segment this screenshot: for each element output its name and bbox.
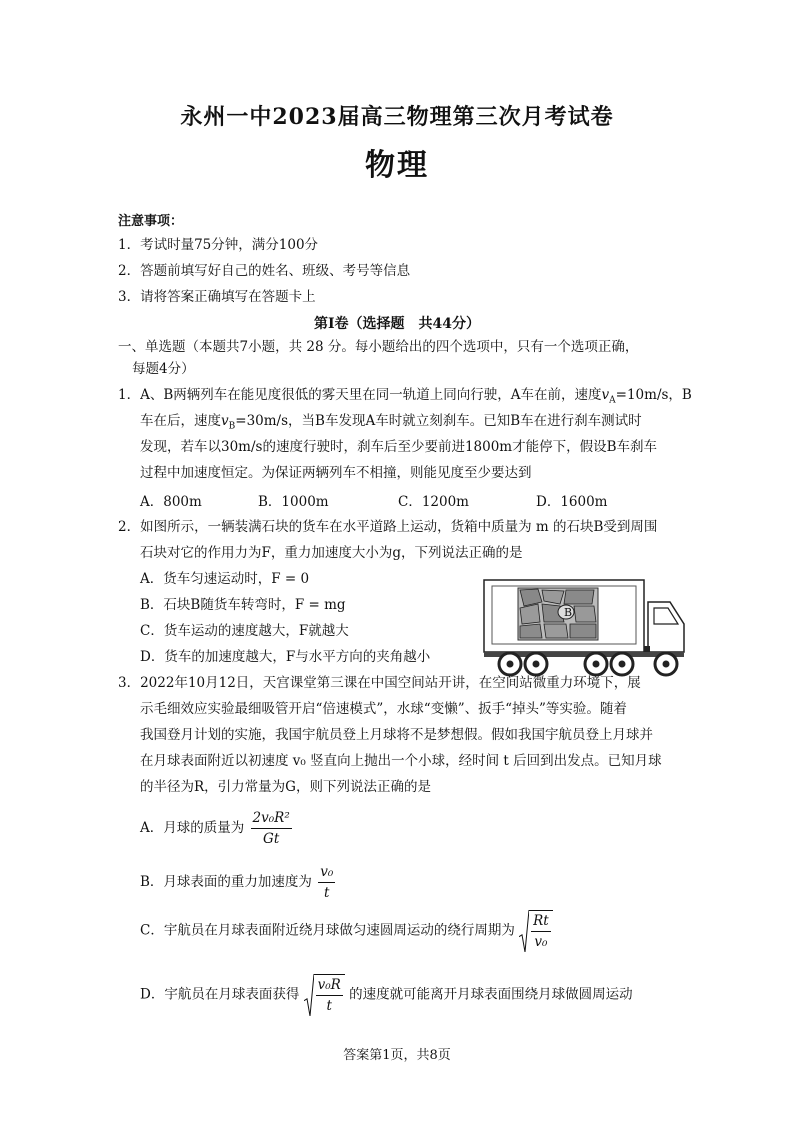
q1-vb: v <box>221 413 229 429</box>
notice-item-3: 3．请将答案正确填写在答题卡上 <box>118 289 316 305</box>
q1-option-d: D．1600m <box>536 494 608 510</box>
q3-option-c-sqrt <box>519 910 553 952</box>
q1-text-2a: 车在后，速度 <box>140 413 221 429</box>
q3-option-b-fraction <box>318 862 335 903</box>
q1-va: v <box>601 387 610 403</box>
subject-title: 物理 <box>365 148 429 183</box>
q1-vb-sub: B <box>228 421 236 432</box>
q2-option-d: D．货车的加速度越大，F与水平方向的夹角越小 <box>140 649 431 665</box>
q1-options <box>140 490 660 512</box>
q3-option-a <box>140 808 294 849</box>
q3-option-a-numerator: 2v₀R² <box>251 808 292 829</box>
q3-option-d-sqrt <box>304 974 345 1016</box>
q3-line2: 示毛细效应实验最细吸管开启“倍速模式”，水球“变懒”、扳手“掉头”等实验。随着 <box>140 701 627 717</box>
q3-option-d-numerator: v₀R <box>316 975 343 996</box>
q3-option-c-denominator: v₀ <box>534 934 548 950</box>
notice-item-1: 1．考试时量75分钟，满分100分 <box>118 237 319 253</box>
stone-b-label: B <box>564 606 573 619</box>
q1-option-b: B．1000m <box>258 494 329 510</box>
q3-option-a-text: A．月球的质量为 <box>140 820 245 836</box>
q1-option-c: C．1200m <box>398 494 469 510</box>
q3-option-c <box>140 910 553 952</box>
q3-option-c-fraction <box>531 911 551 952</box>
q1-line4: 过程中加速度恒定。为保证两辆列车不相撞，则能见度至少要达到 <box>140 465 532 481</box>
q3-option-d-fraction <box>316 975 343 1016</box>
q1-line3: 发现，若车以30m/s的速度行驶时，刹车后至少要前进1800m才能停下，假设B车刹车 <box>140 439 658 455</box>
q1-text-2b: =30m/s，当B车发现A车时就立刻刹车。已知B车在进行刹车测试时 <box>235 413 642 429</box>
truck-figure <box>480 576 690 680</box>
q3-option-b-denominator: t <box>324 885 330 901</box>
q1-text-1a: 1．A、B两辆列车在能见度很低的雾天里在同一轨道上同向行驶，A车在前，速度 <box>118 387 602 403</box>
q3-line4: 在月球表面附近以初速度 v₀ 竖直向上抛出一个小球，经时间 t 后回到出发点。已知月球 <box>140 753 662 769</box>
q3-option-d-denominator: t <box>326 998 332 1014</box>
exam-title: 永州一中2023届高三物理第三次月考试卷 <box>180 104 614 130</box>
q2-option-b: B．石块B随货车转弯时，F = mg <box>140 597 346 613</box>
q3-option-b-numerator: v₀ <box>318 862 335 883</box>
q3-option-b <box>140 862 337 903</box>
q3-line5: 的半径为R，引力常量为G，则下列说法正确的是 <box>140 779 431 795</box>
part-heading-line2: 每题4分） <box>132 361 195 377</box>
q3-option-a-denominator: Gt <box>263 831 280 847</box>
q2-line2: 石块对它的作用力为F，重力加速度大小为g，下列说法正确的是 <box>140 545 523 561</box>
q3-option-d <box>140 974 633 1016</box>
q2-line1: 2．如图所示，一辆装满石块的货车在水平道路上运动，货箱中质量为 m 的石块B受到周围 <box>118 519 658 535</box>
part-heading-line1: 一、单选题（本题共7小题，共 28 分。每小题给出的四个选项中，只有一个选项正确， <box>118 339 639 355</box>
sqrt-sign-icon <box>519 910 529 952</box>
q1-text-1b: =10m/s，B <box>615 387 692 403</box>
notice-heading: 注意事项： <box>118 214 184 229</box>
q2-option-c: C．货车运动的速度越大，F就越大 <box>140 623 349 639</box>
notice-item-2: 2．答题前填写好自己的姓名、班级、考号等信息 <box>118 263 411 279</box>
q2-option-a: A．货车匀速运动时，F = 0 <box>140 571 310 587</box>
q3-option-d-text-2: 的速度就可能离开月球表面围绕月球做圆周运动 <box>349 986 633 1003</box>
q3-option-b-text: B．月球表面的重力加速度为 <box>140 874 312 890</box>
section-title: 第Ⅰ卷（选择题 共44分） <box>313 316 481 332</box>
q3-line3: 我国登月计划的实施，我国宇航员登上月球将不是梦想假。假如我国宇航员登上月球并 <box>140 727 653 743</box>
sqrt-sign-icon <box>304 974 314 1016</box>
q3-option-a-fraction <box>251 808 292 849</box>
q3-option-d-text-1: D．宇航员在月球表面获得 <box>140 986 300 1003</box>
q3-line1: 3．2022年10月12日，天宫课堂第三课在中国空间站开讲，在空间站微重力环境下，展 <box>118 675 641 691</box>
q3-option-c-text: C．宇航员在月球表面附近绕月球做匀速圆周运动的绕行周期为 <box>140 922 515 939</box>
q1-option-a: A．800m <box>140 494 202 510</box>
q1-va-sub: A <box>609 395 616 406</box>
page-footer: 答案第1页，共8页 <box>343 1048 451 1063</box>
q3-option-c-numerator: Rt <box>531 911 551 932</box>
